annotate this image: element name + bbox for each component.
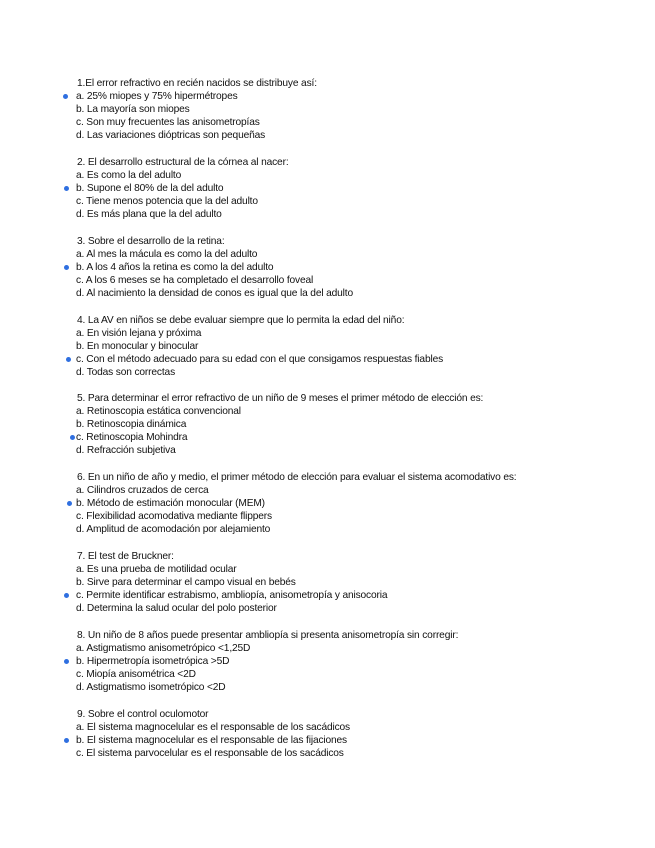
answer-option — [0, 195, 655, 208]
answer-option-text: b. En monocular y binocular — [76, 341, 199, 352]
answer-option — [0, 116, 655, 129]
answer-option-text: d. Todas son correctas — [76, 367, 176, 378]
answer-option — [0, 721, 655, 734]
question-2 — [0, 156, 655, 221]
answer-option — [0, 563, 655, 576]
answer-option — [0, 208, 655, 221]
answer-option — [0, 734, 655, 747]
answer-option-text: a. Al mes la mácula es como la del adulto — [76, 249, 258, 260]
answer-option-text: a. 25% miopes y 75% hipermétropes — [76, 91, 238, 102]
question-8 — [0, 629, 655, 694]
answer-option-text: a. Es una prueba de motilidad ocular — [76, 564, 237, 575]
answer-option-text: c. El sistema parvocelular es el responsable de los sacádicos — [76, 748, 344, 759]
answer-option — [0, 602, 655, 615]
question-4 — [0, 314, 655, 379]
question-title: 1.El error refractivo en recién nacidos se distribuye así: — [77, 78, 317, 89]
answer-option-text: d. Determina la salud ocular del polo posterior — [76, 603, 277, 614]
answer-option-text: b. Método de estimación monocular (MEM) — [76, 498, 265, 509]
answer-option-text: c. Son muy frecuentes las anisometropías — [76, 117, 260, 128]
correct-answer-dot-icon — [64, 593, 69, 598]
answer-option — [0, 655, 655, 668]
answer-option — [0, 510, 655, 523]
correct-answer-dot-icon — [64, 738, 69, 743]
answer-option — [0, 340, 655, 353]
answer-option — [0, 589, 655, 602]
answer-option — [0, 353, 655, 366]
answer-option-text: a. Astigmatismo anisometrópico <1,25D — [76, 643, 251, 654]
answer-option-text: b. Hipermetropía isometrópica >5D — [76, 656, 230, 667]
answer-option-text: c. Retinoscopia Mohindra — [76, 432, 188, 443]
answer-option — [0, 642, 655, 655]
correct-answer-dot-icon — [64, 265, 69, 270]
question-7 — [0, 550, 655, 615]
answer-option — [0, 523, 655, 536]
answer-option-text: d. Astigmatismo isometrópico <2D — [76, 682, 226, 693]
question-title: 7. El test de Bruckner: — [77, 551, 174, 562]
answer-option-text: b. El sistema magnocelular es el responsable de las fijaciones — [76, 735, 348, 746]
answer-option — [0, 182, 655, 195]
answer-option-text: d. Las variaciones dióptricas son pequeñas — [76, 130, 266, 141]
answer-option-text: a. Cilindros cruzados de cerca — [76, 485, 209, 496]
answer-option-text: b. Supone el 80% de la del adulto — [76, 183, 224, 194]
question-title: 3. Sobre el desarrollo de la retina: — [77, 236, 225, 247]
question-title: 2. El desarrollo estructural de la córnea al nacer: — [77, 157, 289, 168]
answer-option — [0, 576, 655, 589]
answer-option — [0, 366, 655, 379]
correct-answer-dot-icon — [66, 357, 71, 362]
answer-option — [0, 431, 655, 444]
answer-option — [0, 261, 655, 274]
answer-option — [0, 129, 655, 142]
answer-option-text: b. Retinoscopia dinámica — [76, 419, 187, 430]
correct-answer-dot-icon — [64, 659, 69, 664]
answer-option-text: c. Flexibilidad acomodativa mediante flippers — [76, 511, 272, 522]
answer-option-text: d. Es más plana que la del adulto — [76, 209, 222, 220]
question-title: 5. Para determinar el error refractivo de un niño de 9 meses el primer método de elección es: — [77, 393, 484, 404]
answer-option — [0, 497, 655, 510]
answer-option-text: c. Tiene menos potencia que la del adulto — [76, 196, 258, 207]
answer-option — [0, 274, 655, 287]
answer-option-text: a. En visión lejana y próxima — [76, 328, 202, 339]
question-3 — [0, 235, 655, 300]
answer-option — [0, 103, 655, 116]
question-6 — [0, 471, 655, 536]
question-5 — [0, 392, 655, 457]
answer-option-text: d. Refracción subjetiva — [76, 445, 176, 456]
answer-option-text: c. Con el método adecuado para su edad con el que consigamos respuestas fiables — [76, 354, 444, 365]
answer-option-text: a. Retinoscopia estática convencional — [76, 406, 241, 417]
answer-option-text: d. Amplitud de acomodación por alejamiento — [76, 524, 271, 535]
answer-option — [0, 668, 655, 681]
answer-option-text: c. A los 6 meses se ha completado el desarrollo foveal — [76, 275, 314, 286]
question-1 — [0, 77, 655, 142]
correct-answer-dot-icon — [64, 186, 69, 191]
correct-answer-dot-icon — [70, 435, 75, 440]
question-9 — [0, 708, 655, 760]
answer-option — [0, 681, 655, 694]
answer-option — [0, 327, 655, 340]
answer-option — [0, 747, 655, 760]
answer-option-text: b. Sirve para determinar el campo visual en bebés — [76, 577, 296, 588]
answer-option — [0, 484, 655, 497]
question-title: 9. Sobre el control oculomotor — [77, 709, 209, 720]
answer-option-text: c. Miopía anisométrica <2D — [76, 669, 196, 680]
question-title: 8. Un niño de 8 años puede presentar ambliopía si presenta anisometropía sin corregir: — [77, 630, 459, 641]
answer-option — [0, 169, 655, 182]
answer-option-text: d. Al nacimiento la densidad de conos es igual que la del adulto — [76, 288, 353, 299]
question-title: 6. En un niño de año y medio, el primer método de elección para evaluar el sistema acomodativo es: — [77, 472, 517, 483]
answer-option-text: c. Permite identificar estrabismo, ambliopía, anisometropía y anisocoria — [76, 590, 388, 601]
answer-option — [0, 90, 655, 103]
answer-option-text: a. El sistema magnocelular es el responsable de los sacádicos — [76, 722, 350, 733]
correct-answer-dot-icon — [63, 94, 68, 99]
answer-option-text: b. A los 4 años la retina es como la del adulto — [76, 262, 274, 273]
answer-option-text: b. La mayoría son miopes — [76, 104, 190, 115]
answer-option — [0, 248, 655, 261]
answer-option — [0, 444, 655, 457]
correct-answer-dot-icon — [67, 501, 72, 506]
answer-option — [0, 418, 655, 431]
answer-option — [0, 405, 655, 418]
question-title: 4. La AV en niños se debe evaluar siempre que lo permita la edad del niño: — [77, 315, 405, 326]
answer-option-text: a. Es como la del adulto — [76, 170, 182, 181]
answer-option — [0, 287, 655, 300]
